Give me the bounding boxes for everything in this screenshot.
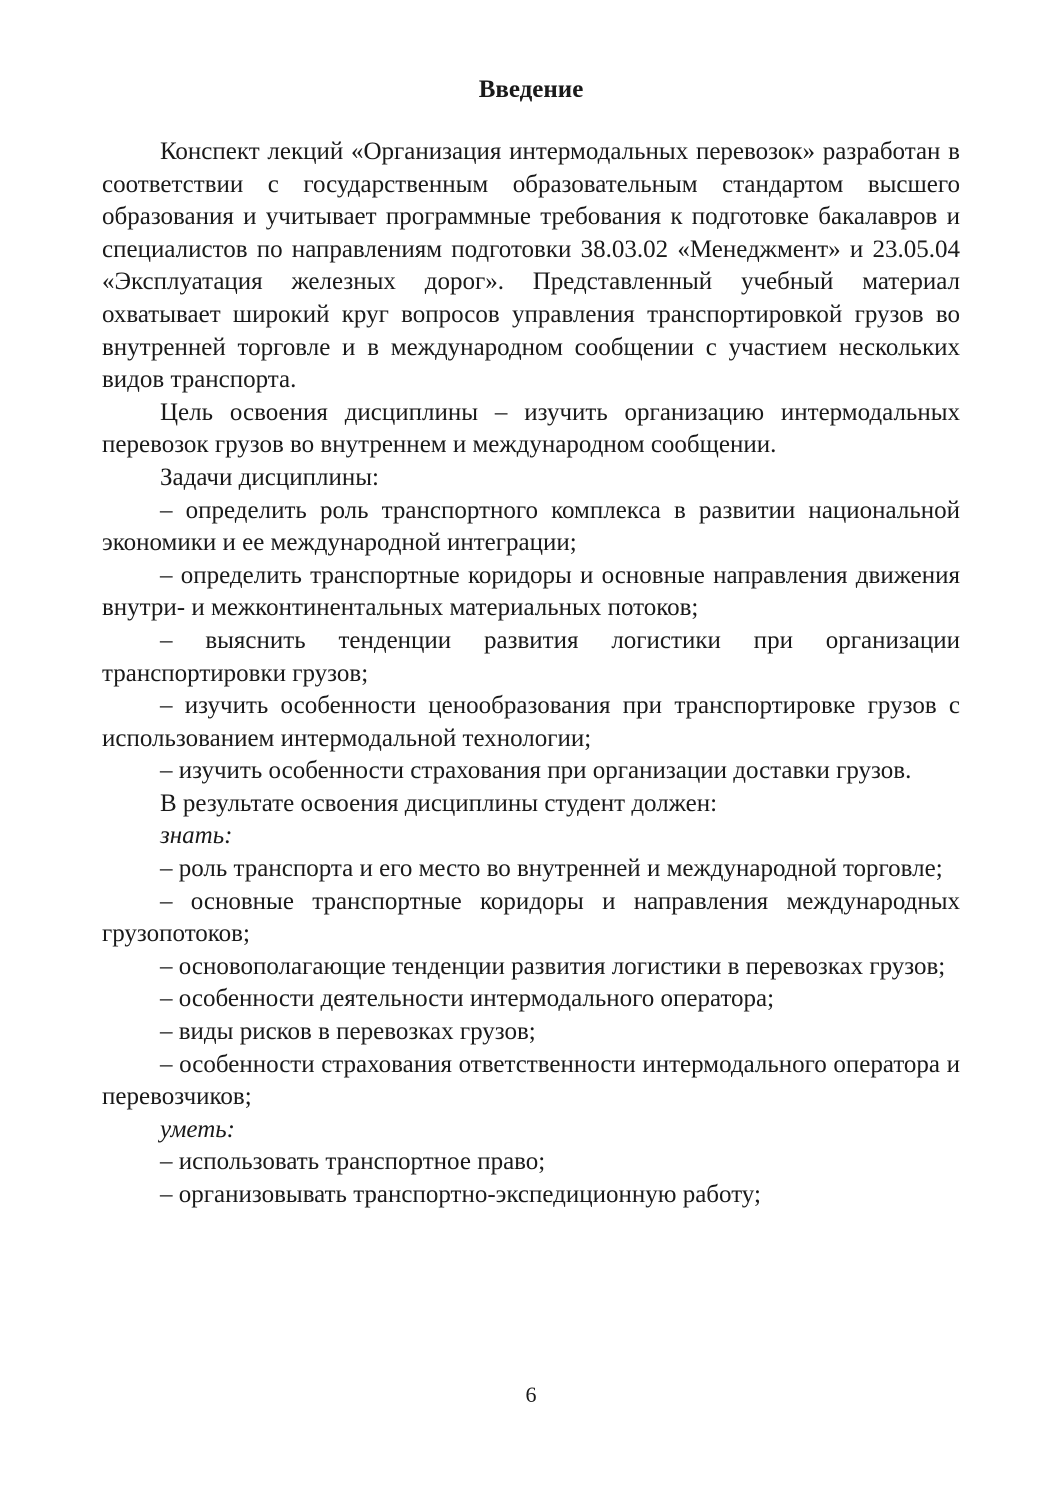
task-item: – определить роль транспортного комплекса в развитии национальной экономики и ее международной интеграции; (102, 496, 960, 557)
skill-item: – организовывать транспортно-экспедиционную работу; (160, 1181, 761, 1208)
tasks-heading: Задачи дисциплины: (160, 463, 379, 491)
document-body (102, 136, 960, 1212)
task-item: – изучить особенности ценообразования при транспортировке грузов с использованием интермодальной технологии; (102, 692, 960, 752)
task-item: – определить транспортные коридоры и основные направления движения внутри- и межконтинентальных материальных потоков; (102, 561, 960, 622)
page-number: 6 (525, 1382, 537, 1407)
page-title: Введение (478, 76, 584, 103)
goal-paragraph: Цель освоения дисциплины – изучить организацию интермодальных перевозок грузов во внутреннем и международном сообщении. (102, 398, 960, 459)
task-item: – изучить особенности страхования при организации доставки грузов. (160, 757, 912, 785)
know-item: – особенности страхования ответственности интермодального оператора и перевозчиков; (102, 1050, 960, 1111)
know-item: – особенности деятельности интермодального оператора; (160, 985, 775, 1013)
know-heading: знать: (160, 822, 233, 850)
skill-item: – использовать транспортное право; (160, 1148, 546, 1176)
intro-paragraph: Конспект лекций «Организация интермодальных перевозок» разработан в соответствии с государственным образовательным стандартом высшего образования и учитывает программные требования к подготовке бакалавров и специалистов по направлениям подготовки 38.03.02 «Менеджмент» и 23.05.04 «Эксплуатация железных дорог». Представленный учебный материал охватывает широкий круг вопросов управления транспортировкой грузов во внутренней торговле и в международном сообщении с участием нескольких видов транспорта. (102, 138, 960, 394)
know-item: – основополагающие тенденции развития логистики в перевозках грузов; (160, 952, 946, 980)
know-item: – виды рисков в перевозках грузов; (160, 1018, 536, 1046)
know-item: – основные транспортные коридоры и направления международных грузопотоков; (102, 887, 960, 948)
skills-heading: уметь: (160, 1115, 235, 1143)
task-item: – выяснить тенденции развития логистики при организации транспортировки грузов; (102, 626, 960, 687)
know-item: – роль транспорта и его место во внутренней и международной торговле; (160, 855, 943, 883)
results-heading: В результате освоения дисциплины студент должен: (160, 789, 718, 817)
